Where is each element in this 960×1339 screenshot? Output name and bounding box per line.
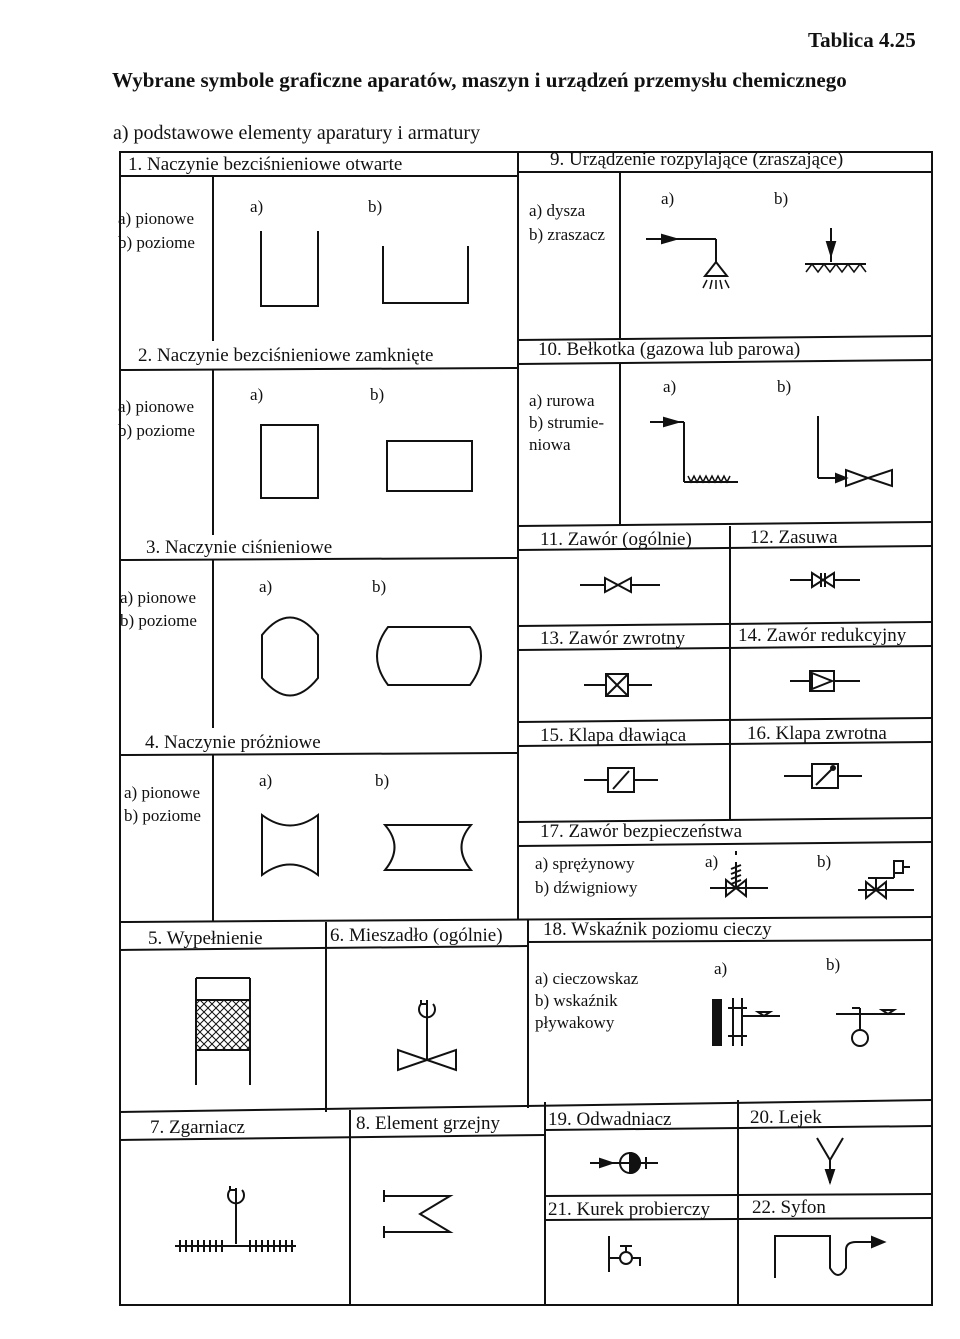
symbol-9a-nozzle bbox=[646, 235, 729, 289]
symbol-3a-pressure-vessel-vertical bbox=[262, 618, 318, 696]
sublabel-17b: b) bbox=[817, 852, 832, 871]
label-4a: a) pionowe bbox=[124, 783, 201, 802]
symbol-12-gate-valve bbox=[790, 573, 860, 587]
heading-21: 21. Kurek probierczy bbox=[548, 1199, 710, 1220]
label-17b: b) dźwigniowy bbox=[535, 878, 638, 897]
symbol-8-heating-element bbox=[384, 1190, 450, 1238]
symbol-18b-float-indicator bbox=[836, 1008, 905, 1046]
symbol-5-packing bbox=[196, 978, 250, 1085]
symbol-20-funnel bbox=[817, 1138, 843, 1183]
sublabel-10a: a) bbox=[663, 377, 677, 396]
section-heading: a) podstawowe elementy aparatury i armatury bbox=[113, 122, 481, 144]
label-9a: a) dysza bbox=[529, 201, 586, 220]
heading-6: 6. Mieszadło (ogólnie) bbox=[330, 925, 503, 946]
sublabel-2b: b) bbox=[370, 385, 385, 404]
heading-4: 4. Naczynie próżniowe bbox=[145, 732, 321, 753]
sublabel-9a: a) bbox=[661, 189, 675, 208]
heading-16: 16. Klapa zwrotna bbox=[747, 723, 887, 744]
table-grid bbox=[120, 149, 932, 1305]
heading-18: 18. Wskaźnik poziomu cieczy bbox=[543, 919, 772, 940]
symbol-7-scraper bbox=[175, 1186, 296, 1252]
heading-9: 9. Urządzenie rozpylające (zraszające) bbox=[550, 149, 844, 170]
label-3b: b) poziome bbox=[120, 611, 197, 630]
heading-14: 14. Zawór redukcyjny bbox=[738, 625, 907, 646]
symbol-15-throttle-flap bbox=[584, 768, 658, 792]
symbol-17b-lever-safety-valve bbox=[858, 861, 914, 898]
sublabel-3b: b) bbox=[372, 577, 387, 596]
heading-5: 5. Wypełnienie bbox=[148, 928, 263, 949]
sublabel-3a: a) bbox=[259, 577, 273, 596]
label-3a: a) pionowe bbox=[120, 588, 197, 607]
heading-10: 10. Bełkotka (gazowa lub parowa) bbox=[538, 339, 801, 360]
heading-3: 3. Naczynie ciśnieniowe bbox=[146, 537, 333, 558]
label-2b: b) poziome bbox=[118, 421, 195, 440]
sublabel-17a: a) bbox=[705, 852, 719, 871]
symbol-11-valve bbox=[580, 578, 660, 592]
sublabel-9b: b) bbox=[774, 189, 789, 208]
symbol-2b-closed-vessel-horizontal bbox=[387, 441, 472, 491]
symbol-10b-jet-sparger bbox=[818, 416, 892, 486]
symbol-16-check-flap bbox=[784, 764, 862, 788]
heading-7: 7. Zgarniacz bbox=[150, 1117, 245, 1138]
label-18a: a) cieczowskaz bbox=[535, 969, 639, 988]
heading-1: 1. Naczynie bezciśnieniowe otwarte bbox=[128, 154, 403, 175]
label-10a: a) rurowa bbox=[529, 391, 595, 410]
heading-13: 13. Zawór zwrotny bbox=[540, 628, 686, 649]
symbol-19-steam-trap bbox=[590, 1153, 658, 1173]
label-4b: b) poziome bbox=[124, 806, 201, 825]
label-1a: a) pionowe bbox=[118, 209, 195, 228]
page-title: Wybrane symbole graficzne aparatów, maszyn i urządzeń przemysłu chemicznego bbox=[112, 68, 847, 92]
symbol-1a-open-vessel-vertical bbox=[261, 231, 318, 306]
label-1b: b) poziome bbox=[118, 233, 195, 252]
heading-11: 11. Zawór (ogólnie) bbox=[540, 529, 692, 550]
heading-22: 22. Syfon bbox=[752, 1197, 826, 1218]
label-9b: b) zraszacz bbox=[529, 225, 605, 244]
symbol-13-check-valve bbox=[584, 674, 652, 696]
label-17a: a) sprężynowy bbox=[535, 854, 635, 873]
label-18b: b) wskaźnik pływakowy bbox=[535, 991, 618, 1032]
sublabel-1b: b) bbox=[368, 197, 383, 216]
heading-8: 8. Element grzejny bbox=[356, 1113, 501, 1134]
heading-12: 12. Zasuwa bbox=[750, 527, 838, 548]
symbol-4b-vacuum-vessel-horizontal bbox=[385, 825, 471, 870]
sublabel-4b: b) bbox=[375, 771, 390, 790]
heading-2: 2. Naczynie bezciśnieniowe zamknięte bbox=[138, 345, 434, 366]
heading-15: 15. Klapa dławiąca bbox=[540, 725, 687, 746]
sublabel-10b: b) bbox=[777, 377, 792, 396]
sublabel-4a: a) bbox=[259, 771, 273, 790]
symbol-21-test-cock bbox=[609, 1236, 640, 1272]
table-number: Tablica 4.25 bbox=[808, 28, 916, 52]
label-2a: a) pionowe bbox=[118, 397, 195, 416]
label-10b: b) strumie-niowa bbox=[529, 413, 605, 454]
heading-19: 19. Odwadniacz bbox=[548, 1109, 672, 1130]
symbol-14-reducing-valve bbox=[790, 671, 860, 691]
symbol-17a-spring-safety-valve bbox=[710, 851, 768, 896]
symbol-9b-sprinkler bbox=[805, 228, 866, 272]
symbol-18a-sight-glass bbox=[713, 998, 780, 1046]
symbol-10a-pipe-sparger bbox=[650, 418, 738, 482]
sublabel-1a: a) bbox=[250, 197, 264, 216]
symbol-22-siphon bbox=[775, 1236, 884, 1278]
sublabel-18a: a) bbox=[714, 959, 728, 978]
heading-20: 20. Lejek bbox=[750, 1107, 822, 1128]
symbol-6-agitator bbox=[398, 1000, 456, 1070]
sublabel-2a: a) bbox=[250, 385, 264, 404]
heading-17: 17. Zawór bezpieczeństwa bbox=[540, 821, 743, 842]
sublabel-18b: b) bbox=[826, 955, 841, 974]
symbol-1b-open-vessel-horizontal bbox=[383, 246, 468, 303]
symbol-3b-pressure-vessel-horizontal bbox=[377, 627, 481, 685]
symbol-4a-vacuum-vessel-vertical bbox=[262, 815, 318, 875]
symbol-2a-closed-vessel-vertical bbox=[261, 425, 318, 498]
